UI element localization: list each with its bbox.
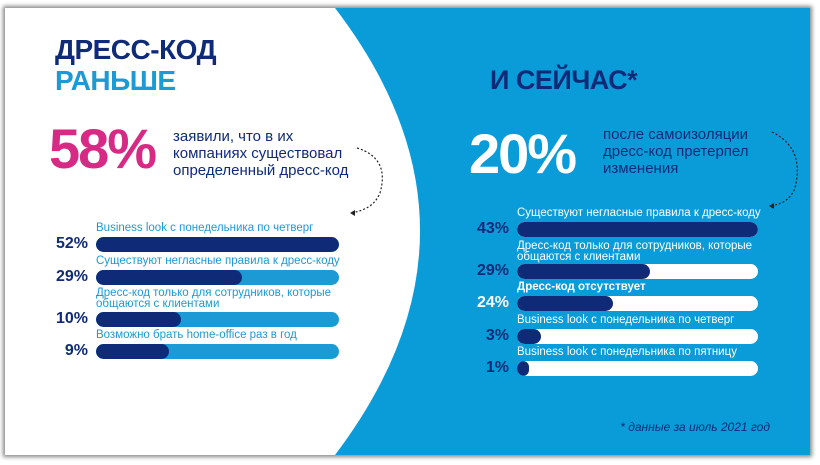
infographic	[5, 8, 810, 455]
bar-fill	[517, 264, 650, 279]
footnote: * данные за июль 2021 год	[620, 420, 770, 434]
bar-category-label: Дресс-код отсутствует	[517, 281, 646, 293]
bar-value-label: 29%	[476, 262, 509, 279]
bar-category-label: Существуют негласные правила к дресс-коду	[517, 207, 761, 219]
bar-fill	[96, 237, 339, 252]
bar-category-label: Business look с понедельника по четверг	[517, 314, 735, 326]
title-dress-code: ДРЕСС-КОД	[55, 34, 217, 65]
bar-category-label: Существуют негласные правила к дресс-коду	[96, 255, 340, 267]
bar-track	[96, 237, 339, 252]
bar-value-label: 1%	[485, 359, 509, 376]
bar-fill	[517, 361, 529, 376]
bar-fill	[517, 222, 758, 237]
bar-fill	[96, 270, 242, 285]
bar-track	[96, 270, 339, 285]
bar-track	[517, 264, 758, 279]
bar-track	[517, 296, 758, 311]
bar-fill	[96, 344, 169, 359]
bar-category-label: Дресс-код только для сотрудников, которые общаются с клиентами	[517, 240, 753, 263]
bar-track	[96, 312, 339, 327]
bar-track	[517, 361, 758, 376]
stat-description-now: после самоизоляции дресс-код претерпел изменения	[603, 126, 749, 177]
bar-value-label: 3%	[485, 327, 509, 344]
title-now: И СЕЙЧАС*	[490, 65, 638, 95]
bar-track	[517, 222, 758, 237]
bar-value-label: 10%	[55, 310, 88, 327]
bar-track	[517, 329, 758, 344]
bar-value-label: 29%	[55, 268, 88, 285]
bar-fill	[517, 296, 613, 311]
big-stat-before: 58%	[49, 117, 156, 180]
bar-track	[96, 344, 339, 359]
bar-category-label: Business look с понедельника по пятницу	[517, 346, 737, 358]
bar-value-label: 9%	[64, 342, 88, 359]
bar-category-label: Business look с понедельника по четверг	[96, 222, 314, 234]
bar-category-label: Возможно брать home-office раз в год	[96, 329, 297, 341]
bar-fill	[517, 329, 541, 344]
bar-fill	[96, 312, 181, 327]
bar-value-label: 24%	[476, 294, 509, 311]
big-stat-now: 20%	[469, 122, 576, 185]
title-before: РАНЬШЕ	[55, 65, 176, 96]
bar-value-label: 52%	[55, 235, 88, 252]
bar-category-label: Дресс-код только для сотрудников, которые общаются с клиентами	[96, 287, 332, 310]
bar-value-label: 43%	[476, 220, 509, 237]
stat-description-before: заявили, что в их компаниях существовал определенный дресс-код	[173, 128, 349, 179]
